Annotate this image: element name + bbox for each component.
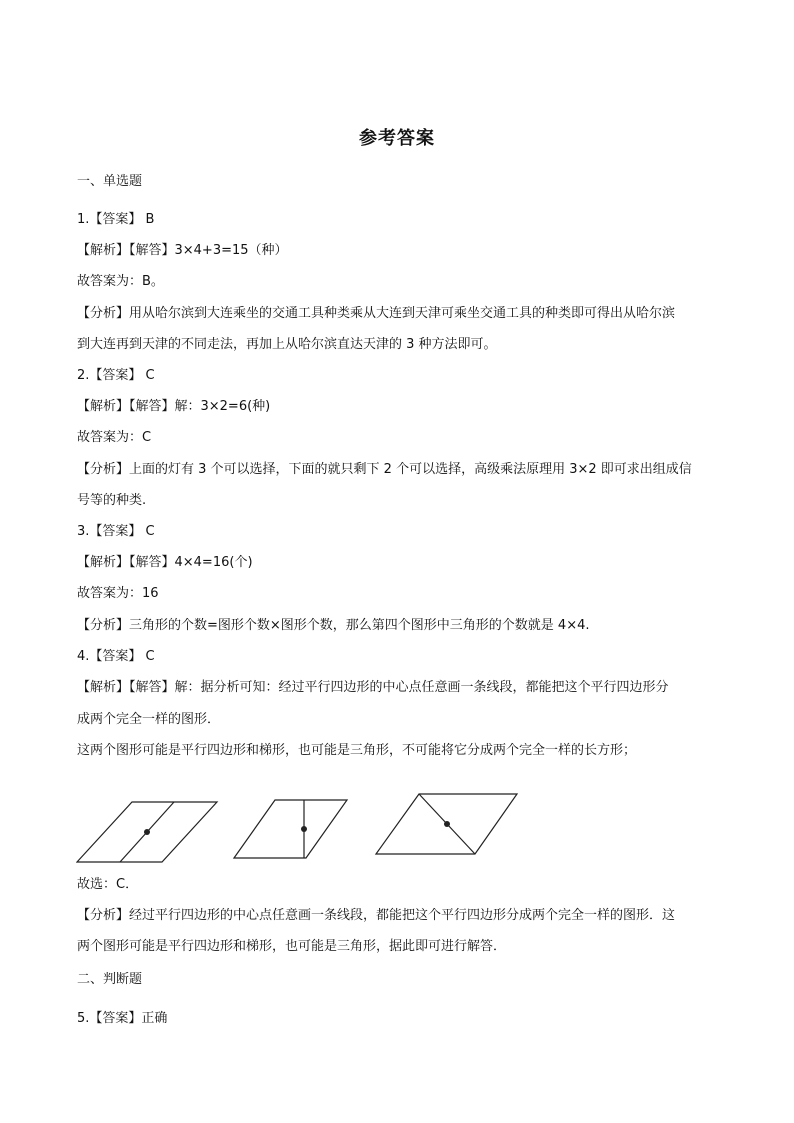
q1-conclusion: 故答案为：B。 (77, 274, 164, 289)
q3-analysis-line-1: 【分析】三角形的个数=图形个数×图形个数，那么第四个图形中三角形的个数就是 4×4. (77, 618, 590, 633)
figure-parallelogram-split-into-triangles (376, 794, 517, 854)
section-heading-single-choice: 一、单选题 (77, 174, 143, 189)
q4-solution-line-1: 【解析】【解答】解：据分析可知：经过平行四边形的中心点任意画一条线段，都能把这个平行四边形分 (77, 680, 669, 695)
q1-analysis-line-1: 【分析】用从哈尔滨到大连乘坐的交通工具种类乘从大连到天津可乘坐交通工具的种类即可得出从哈尔滨 (77, 306, 676, 321)
q2-solution: 【解析】【解答】解：3×2=6(种) (77, 399, 271, 414)
parallelogram-figures (76, 790, 526, 866)
figure-parallelogram-split-into-trapezoids (234, 800, 347, 858)
q1-analysis-line-2: 到大连再到天津的不同走法，再加上从哈尔滨直达天津的 3 种方法即可。 (77, 337, 497, 352)
figure-parallelogram-split-into-parallelograms (77, 802, 217, 862)
q4-conclusion: 故选：C． (77, 877, 139, 892)
q3-solution: 【解析】【解答】4×4=16(个) (77, 555, 253, 570)
q4-answer: 4.【答案】 C (77, 649, 155, 664)
q4-analysis-line-2: 两个图形可能是平行四边形和梯形，也可能是三角形，据此即可进行解答． (77, 939, 507, 954)
section-heading-true-false: 二、判断题 (77, 972, 143, 987)
q2-conclusion: 故答案为：C (77, 430, 152, 445)
q2-analysis-line-2: 号等的种类. (77, 493, 147, 508)
q3-conclusion: 故答案为：16 (77, 586, 159, 601)
q4-analysis-line-1: 【分析】经过平行四边形的中心点任意画一条线段，都能把这个平行四边形分成两个完全一样的图形．这 (77, 908, 676, 923)
q1-answer: 1.【答案】 B (77, 212, 155, 227)
q4-solution-line-2: 成两个完全一样的图形． (77, 712, 221, 727)
q1-solution: 【解析】【解答】3×4+3=15（种） (77, 243, 288, 258)
q4-solution-line-3: 这两个图形可能是平行四边形和梯形，也可能是三角形，不可能将它分成两个完全一样的长方形； (77, 743, 637, 758)
page-title: 参考答案 (359, 128, 435, 149)
q2-answer: 2.【答案】 C (77, 368, 155, 383)
q3-answer: 3.【答案】 C (77, 524, 155, 539)
q5-answer: 5.【答案】正确 (77, 1011, 168, 1026)
q2-analysis-line-1: 【分析】上面的灯有 3 个可以选择，下面的就只剩下 2 个可以选择，高级乘法原理用 3×2 即可求出组成信 (77, 462, 692, 477)
